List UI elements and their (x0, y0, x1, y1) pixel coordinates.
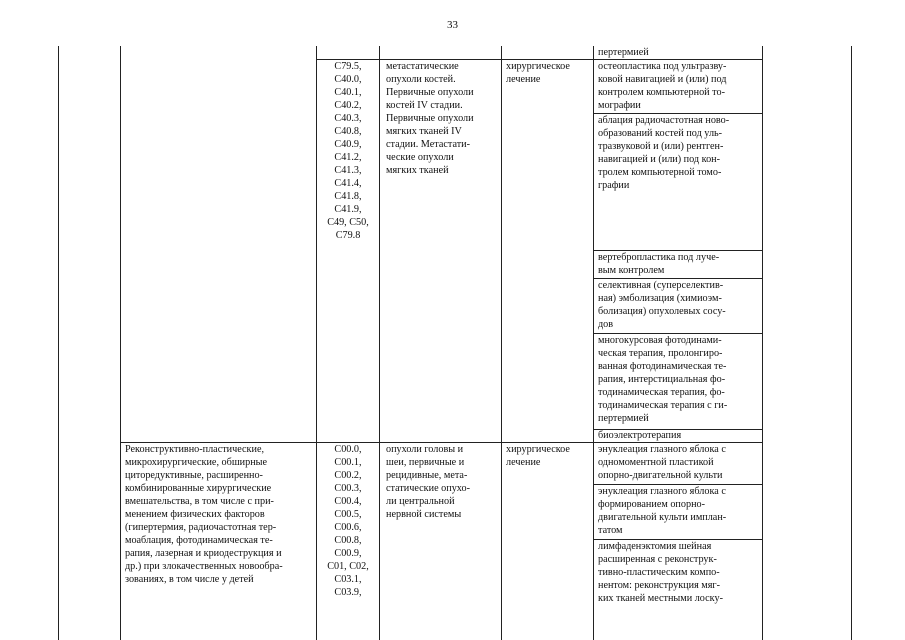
block1-method-4: селективная (суперселектив- ная) эмболизация (химиоэм- болизация) опухолевых сосу- дов (598, 280, 726, 330)
block1-method-2: аблация радиочастотная ново- образований костей под уль- тразвуковой и (или) рентген- навигацией и (или) под кон- тролем компьютерной томо- графии (598, 115, 730, 191)
block2-treatment: хирургическое лечение (506, 444, 570, 468)
block2-diagnosis: опухоли головы и шеи, первичные и рецидивные, мета- статические опухо- ли центральной нервной системы (386, 444, 470, 520)
block1-method-0: пертермией (598, 47, 649, 58)
block2-method-0: энуклеация глазного яблока с одномоментной пластикой опорно-двигательной культи (598, 444, 726, 481)
column-rule-1 (120, 46, 121, 640)
column-rule-3 (379, 46, 380, 640)
block1-method-1: остеопластика под ультразву- ковой навигацией и (или) под контролем компьютерной то- мографии (598, 61, 727, 111)
column-rule-6 (762, 46, 763, 640)
column-rule-4 (501, 46, 502, 640)
block2-codes: С00.0, С00.1, С00.2, С00.3, С00.4, С00.5, С00.6, С00.8, С00.9, С01, С02, С03.1, С03.9, (327, 444, 369, 598)
block2-method-1: энуклеация глазного яблока с формированием опорно- двигательной культи имплан- татом (598, 486, 727, 536)
block2-method-2: лимфаденэктомия шейная расширенная с реконструк- тивно-пластическим компо- нентом: реконструкция мяг- ких тканей местными лоску- (598, 541, 723, 604)
block2-name: Реконструктивно-пластические, микрохирургические, обширные циторедуктивные, расширенно- комбинированные хирургические вмешательства, в том числе с при- менением физических факторов (гипертермия, радиочастотная тер- моаблация, фотодинамическая те- рапия, лазерная и криодеструкция и др.) при злокачественных новообра- зованиях, в том числе у детей (125, 444, 283, 585)
block1-method-5: многокурсовая фотодинами- ческая терапия, пролонгиро- ванная фотодинамическая те- рапия, интерстициальная фо- тодинамическая терапия, фо- тодинамическая терапия с ги- пертермией (598, 335, 728, 424)
table-left-border (58, 46, 59, 640)
column-rule-5 (593, 46, 594, 640)
block1-method-3: вертебропластика под луче- вым контролем (598, 252, 720, 276)
table-right-border (851, 46, 852, 640)
block1-treatment: хирургическое лечение (506, 61, 570, 85)
block1-diagnosis: метастатические опухоли костей. Первичные опухоли костей IV стадии. Первичные опухоли мягких тканей IV стадии. Метастати- ческие опухоли мягких тканей (386, 61, 474, 176)
block1-method-6: биоэлектротерапия (598, 430, 682, 441)
page-number: 33 (447, 19, 458, 31)
block1-codes: С79.5, С40.0, С40.1, С40.2, С40.3, С40.8, С40.9, С41.2, С41.3, С41.4, С41.8, С41.9, С49, С50, С79.8 (327, 61, 369, 241)
